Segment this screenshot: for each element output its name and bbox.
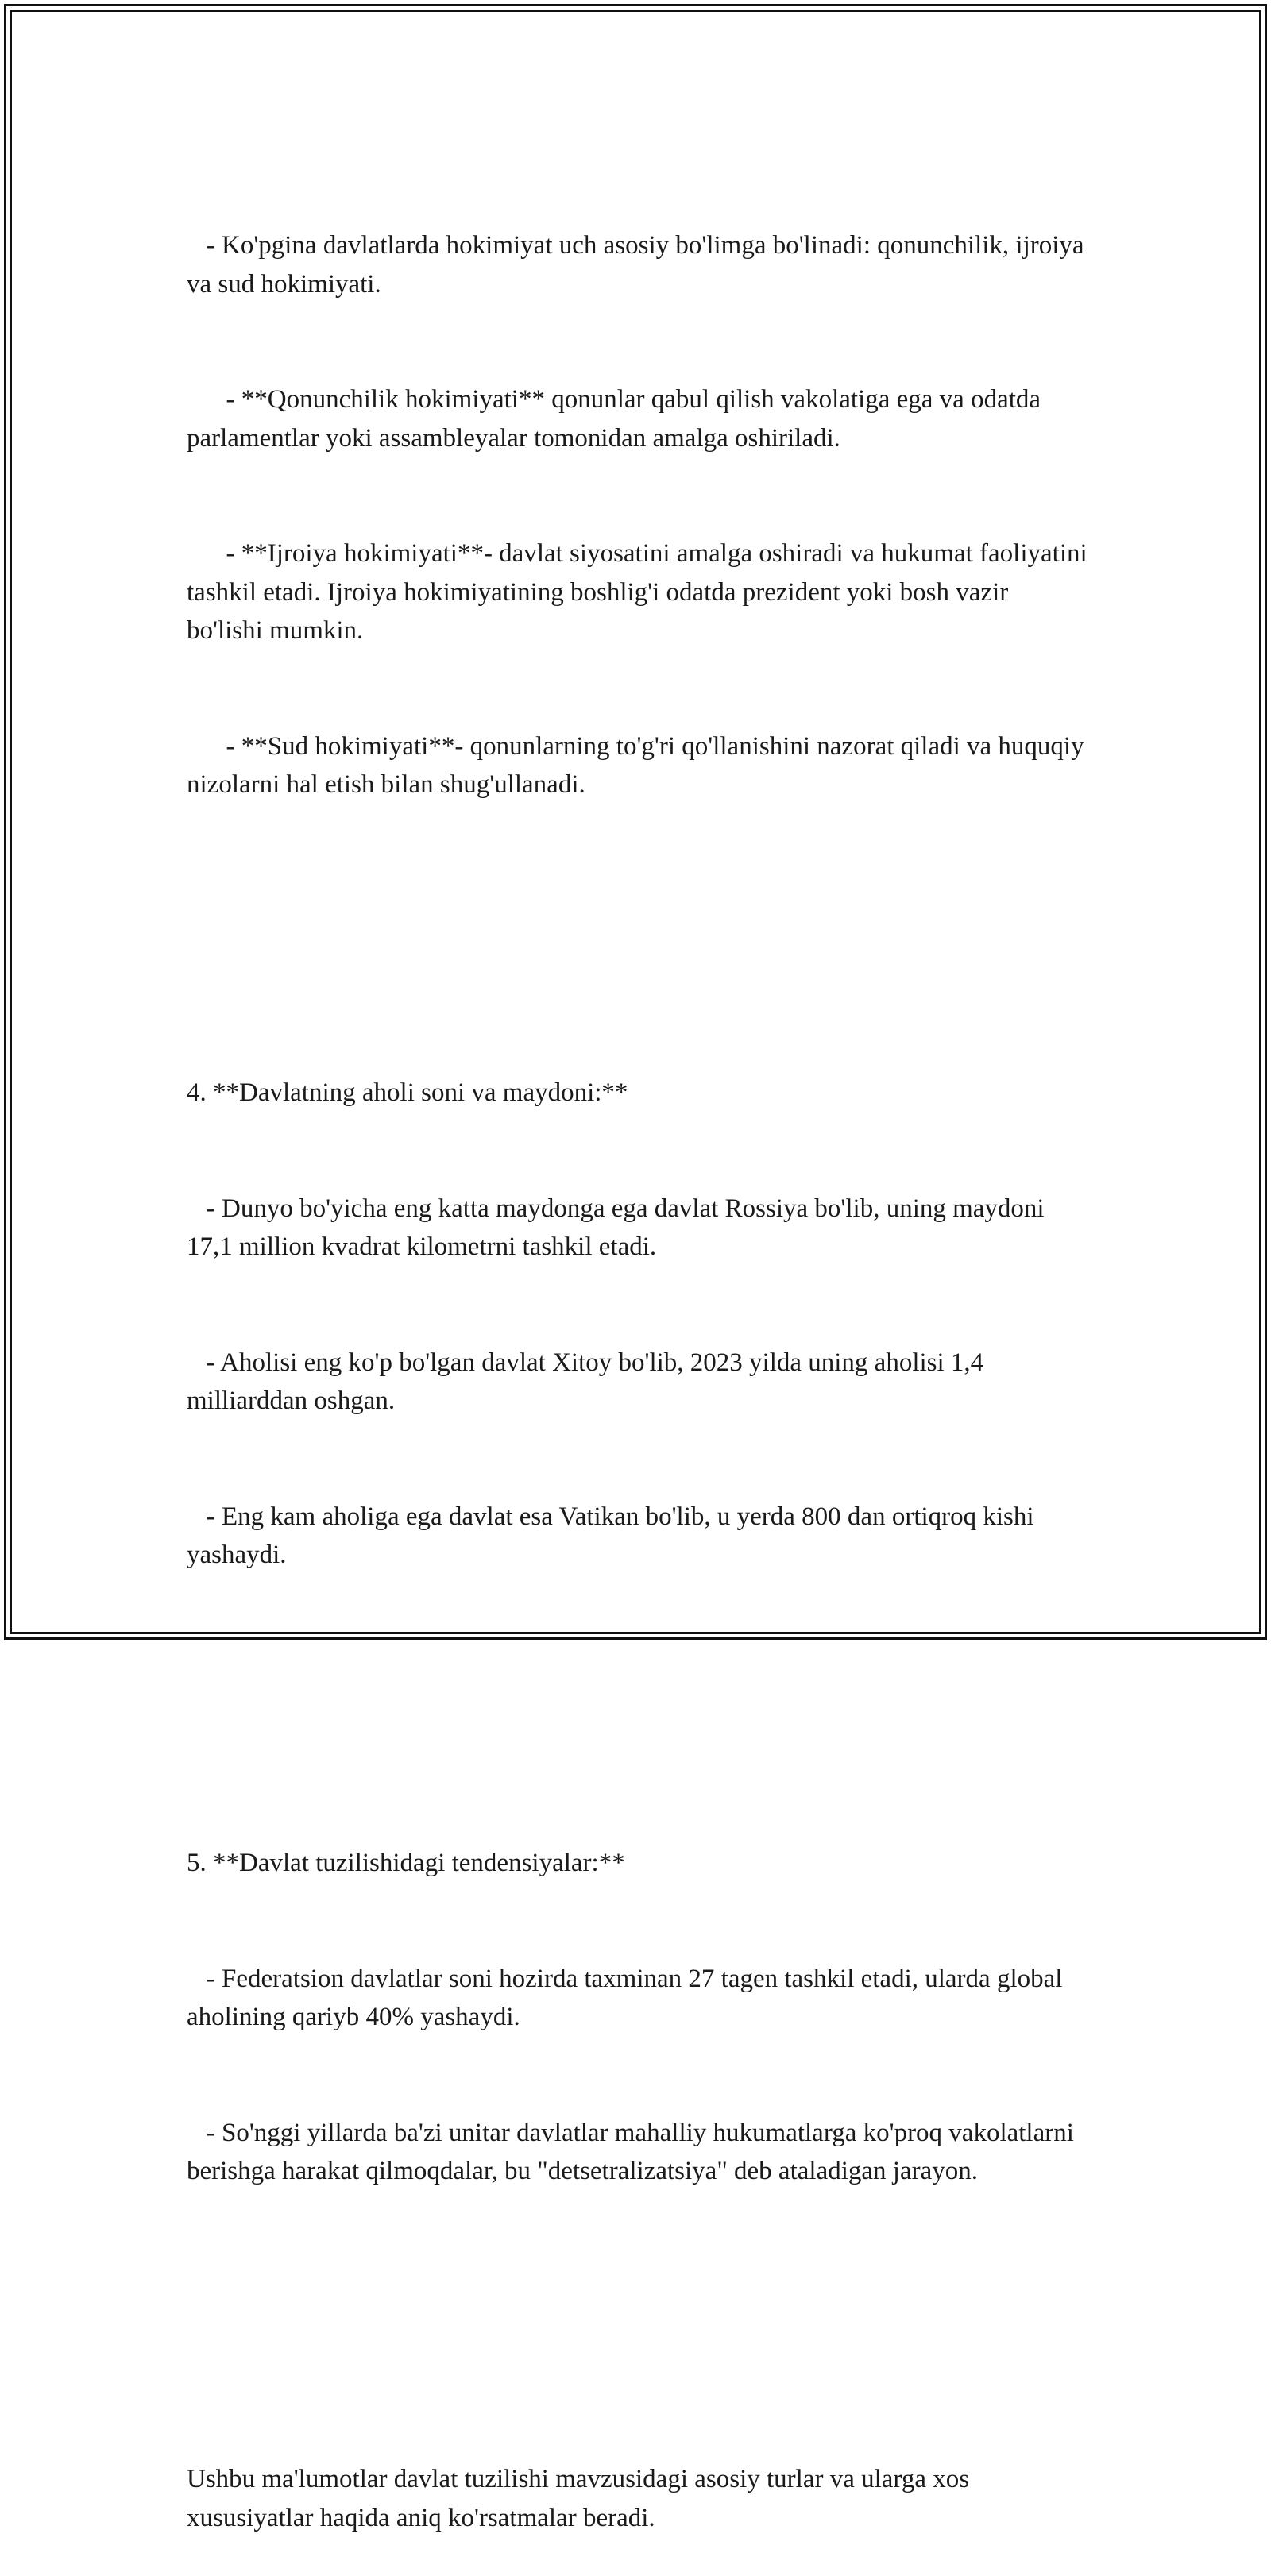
bullet-decentralization: - So'nggi yillarda ba'zi unitar davlatlar mahalliy hukumatlarga ko'proq vakolatlarni berishga harakat qilmoqdalar, bu "detsetralizatsiya" deb ataladigan jarayon. bbox=[187, 2118, 1081, 2185]
paragraph-gap bbox=[187, 1690, 1088, 1729]
bullet-largest-area: - Dunyo bo'yicha eng katta maydonga ega davlat Rossiya bo'lib, uning maydoni 17,1 million kvadrat kilometrni tashkil etadi. bbox=[187, 1194, 1051, 1261]
bullet-federations: - Federatsion davlatlar soni hozirda taxminan 27 tagen tashkil etadi, ularda global aholining qariyb 40% yashaydi. bbox=[187, 1964, 1069, 2031]
sub-bullet-executive: - **Ijroiya hokimiyati**- davlat siyosatini amalga oshiradi va hukumat faoliyatini tashkil etadi. Ijroiya hokimiyatining boshlig'i odatda prezident yoki bosh vazir bo'lishi mumkin. bbox=[187, 539, 1094, 645]
bullet-branches-of-power: - Ko'pgina davlatlarda hokimiyat uch asosiy bo'limga bo'linadi: qonunchilik, ijroiya va sud hokimiyati. bbox=[187, 231, 1091, 299]
sub-bullet-legislative: - **Qonunchilik hokimiyati** qonunlar qabul qilish vakolatiga ega va odatda parlamentlar yoki assambleyalar tomonidan amalga oshiriladi. bbox=[187, 385, 1048, 453]
paragraph-gap bbox=[187, 920, 1088, 958]
bullet-smallest-population: - Eng kam aholiga ega davlat esa Vatikan bo'lib, u yerda 800 dan ortiqroq kishi yashaydi. bbox=[187, 1502, 1041, 1569]
paragraph-gap bbox=[187, 2306, 1088, 2345]
section-heading-population-area: 4. **Davlatning aholi soni va maydoni:** bbox=[187, 1078, 628, 1107]
closing-paragraph: Ushbu ma'lumotlar davlat tuzilishi mavzusidagi asosiy turlar va ularga xos xususiyatlar haqida aniq ko'rsatmalar beradi. bbox=[187, 2465, 976, 2532]
bullet-largest-population: - Aholisi eng ko'p bo'lgan davlat Xitoy bo'lib, 2023 yilda uning aholisi 1,4 milliarddan oshgan. bbox=[187, 1348, 991, 1415]
sub-bullet-judicial: - **Sud hokimiyati**- qonunlarning to'g'ri qo'llanishini nazorat qiladi va huquqiy nizolarni hal etish bilan shug'ullanadi. bbox=[187, 731, 1091, 799]
document-body bbox=[187, 149, 1094, 2576]
section-heading-trends: 5. **Davlat tuzilishidagi tendensiyalar:** bbox=[187, 1849, 625, 1877]
